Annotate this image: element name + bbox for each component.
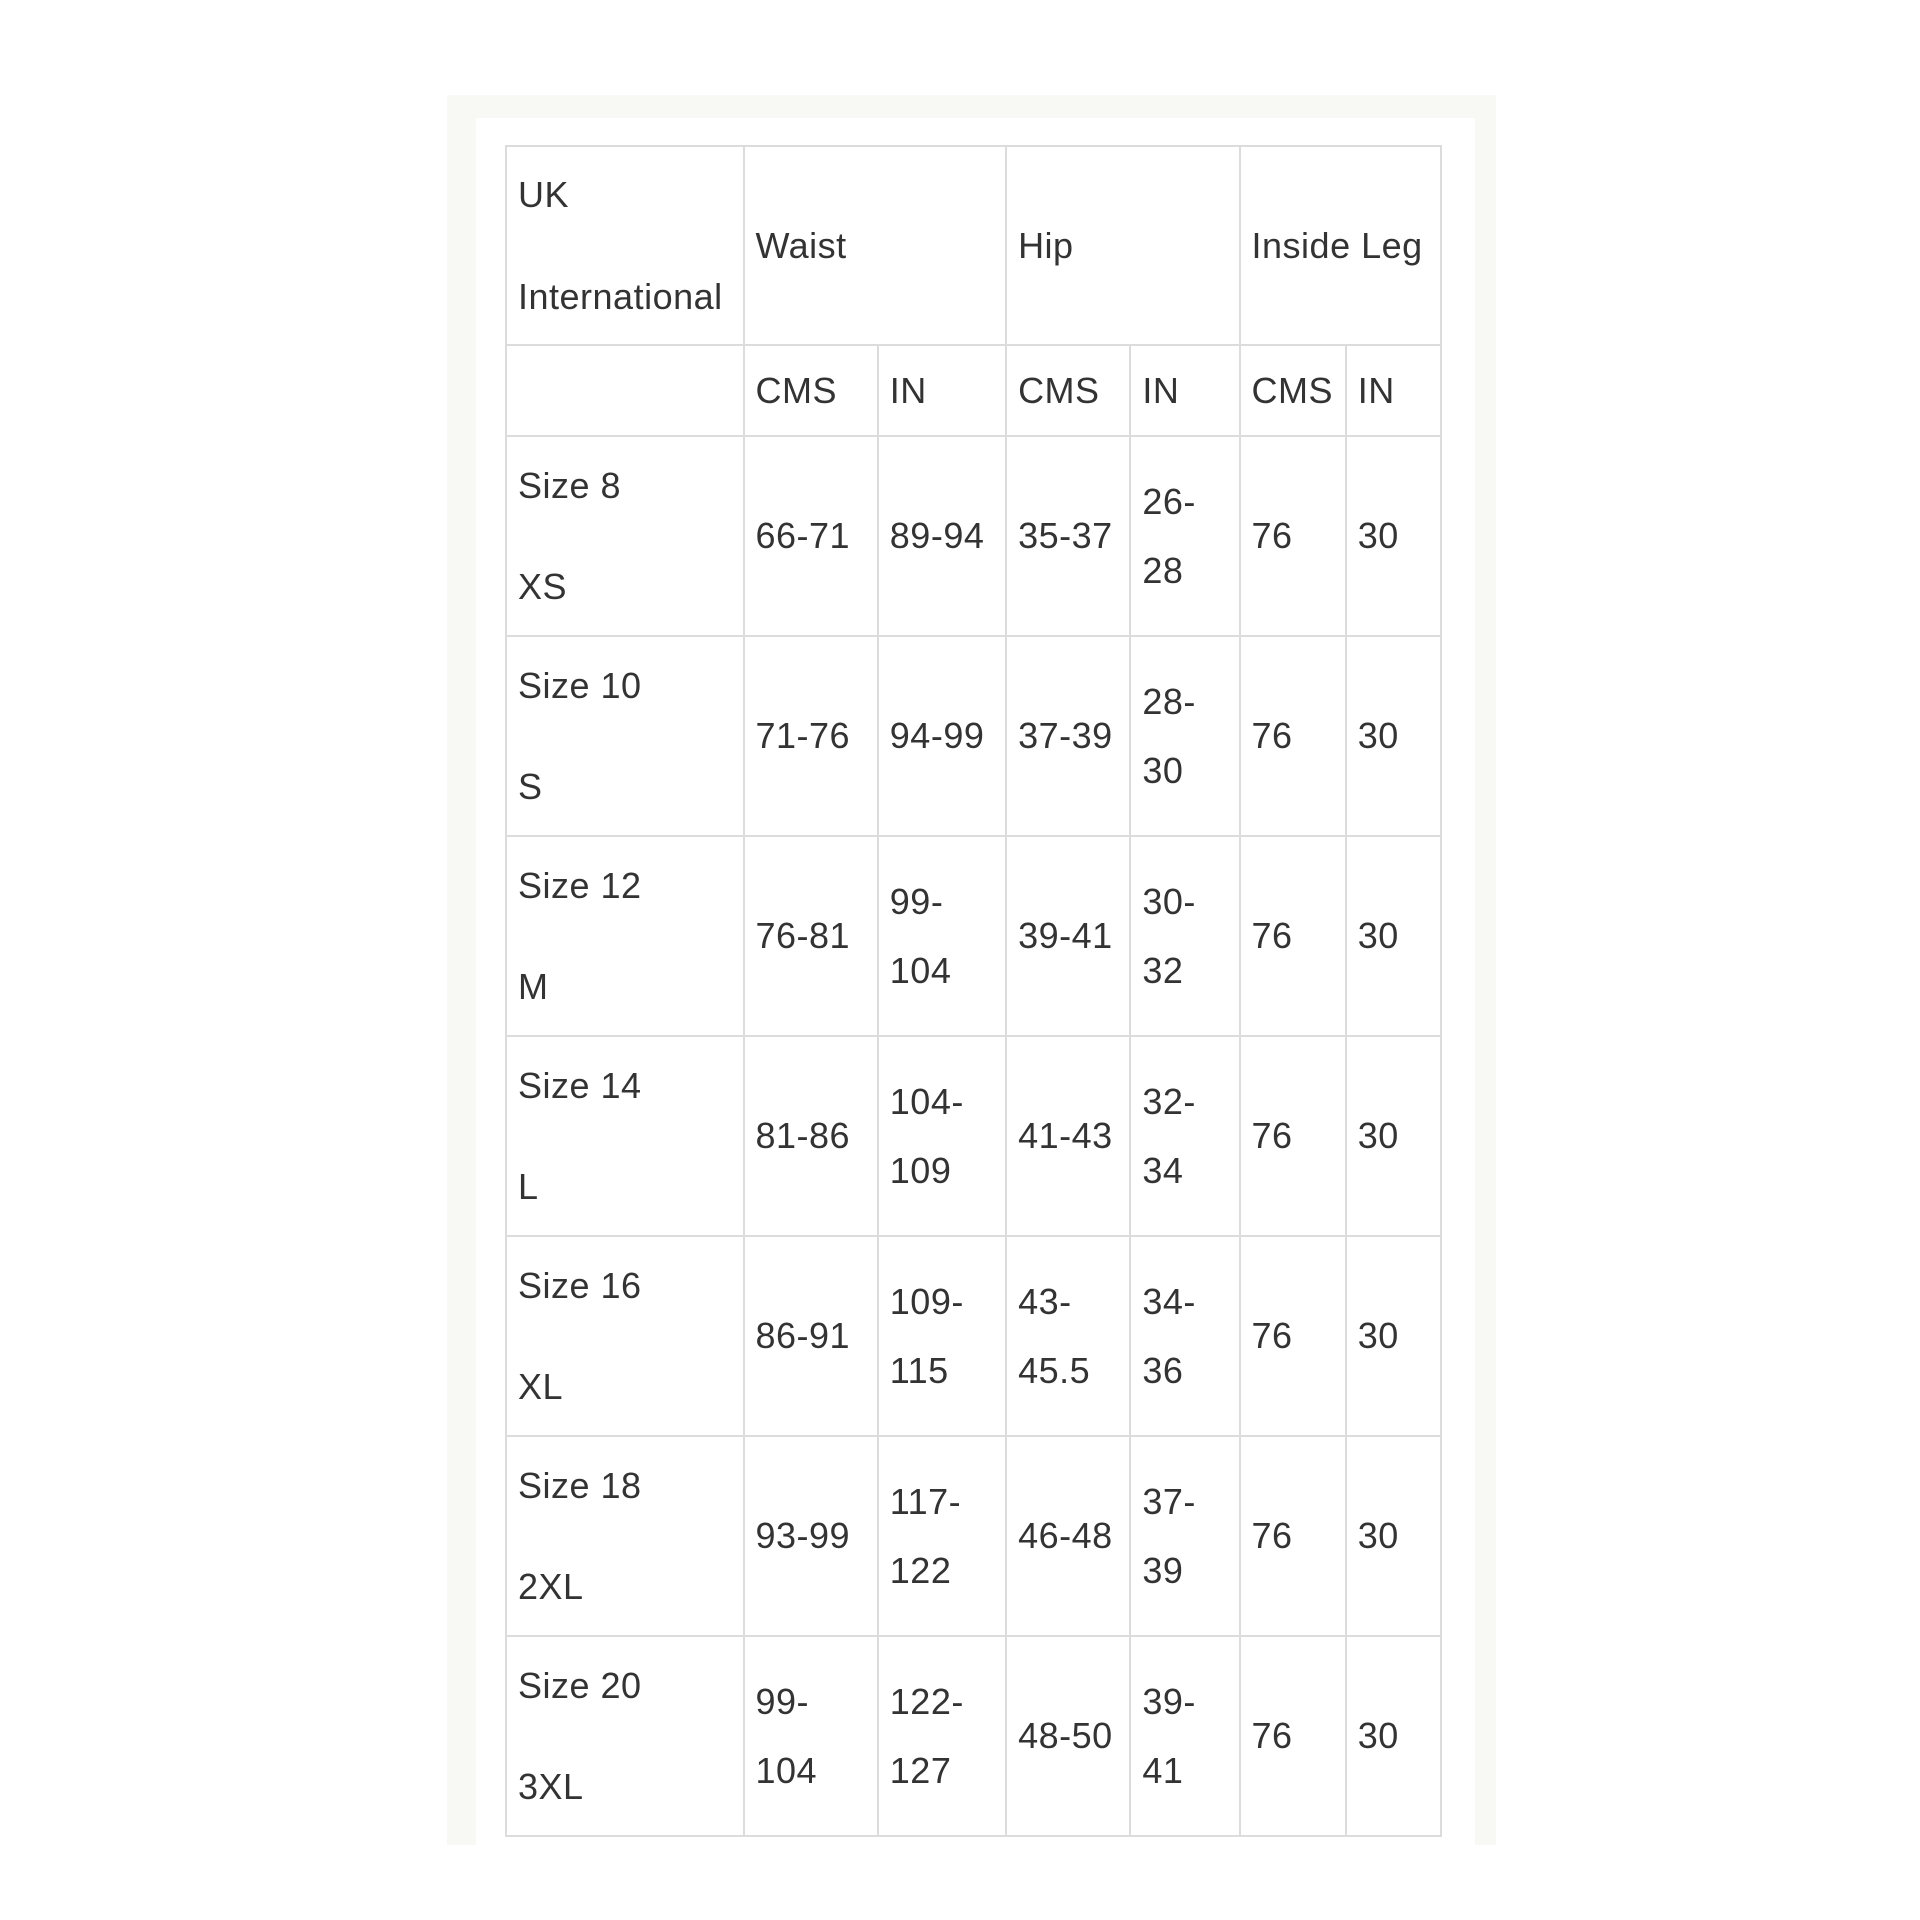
uk-size: Size 14 (518, 1064, 642, 1106)
waist-in-cell: 94-99 (878, 636, 1006, 836)
hip-in-unit: IN (1130, 345, 1239, 436)
leg-cms-cell: 76 (1240, 436, 1346, 636)
waist-in-cell: 122-127 (878, 1636, 1006, 1836)
leg-cms-cell: 76 (1240, 1236, 1346, 1436)
uk-size: Size 12 (518, 864, 642, 906)
empty-unit-cell (506, 345, 744, 436)
header-row (506, 146, 1441, 345)
hip-in-cell: 30-32 (1130, 836, 1239, 1036)
hip-in-cell: 37-39 (1130, 1436, 1239, 1636)
hip-cms-cell: 46-48 (1006, 1436, 1130, 1636)
international-size: L (518, 1166, 539, 1208)
uk-size: Size 8 (518, 464, 622, 506)
size-cell (506, 1436, 744, 1636)
table-row (506, 1636, 1441, 1836)
waist-header: Waist (744, 146, 1007, 345)
hip-in-cell: 32-34 (1130, 1036, 1239, 1236)
hip-cms-cell: 43-45.5 (1006, 1236, 1130, 1436)
table-row (506, 1236, 1441, 1436)
waist-cms-cell: 99-104 (744, 1636, 878, 1836)
leg-in-cell: 30 (1346, 1036, 1441, 1236)
waist-cms-cell: 81-86 (744, 1036, 878, 1236)
unit-row (506, 345, 1441, 436)
leg-cms-cell: 76 (1240, 636, 1346, 836)
hip-cms-cell: 48-50 (1006, 1636, 1130, 1836)
waist-in-cell: 99-104 (878, 836, 1006, 1036)
leg-cms-cell: 76 (1240, 1036, 1346, 1236)
hip-cms-cell: 35-37 (1006, 436, 1130, 636)
hip-cms-unit: CMS (1006, 345, 1130, 436)
leg-cms-cell: 76 (1240, 836, 1346, 1036)
uk-label: UK (518, 174, 570, 216)
hip-header: Hip (1006, 146, 1239, 345)
inside-leg-header: Inside Leg (1240, 146, 1441, 345)
leg-in-unit: IN (1346, 345, 1441, 436)
waist-in-cell: 109-115 (878, 1236, 1006, 1436)
size-cell (506, 1036, 744, 1236)
table-row (506, 636, 1441, 836)
hip-cms-cell: 39-41 (1006, 836, 1130, 1036)
size-cell (506, 836, 744, 1036)
size-cell (506, 1236, 744, 1436)
uk-size: Size 18 (518, 1464, 642, 1506)
international-label: International (518, 275, 723, 317)
table-row (506, 836, 1441, 1036)
international-size: S (518, 766, 543, 808)
international-size: XL (518, 1366, 564, 1408)
waist-in-cell: 104-109 (878, 1036, 1006, 1236)
uk-size: Size 16 (518, 1264, 642, 1306)
hip-in-cell: 26-28 (1130, 436, 1239, 636)
waist-cms-unit: CMS (744, 345, 878, 436)
hip-in-cell: 39-41 (1130, 1636, 1239, 1836)
international-size: M (518, 966, 549, 1008)
leg-cms-cell: 76 (1240, 1636, 1346, 1836)
leg-cms-unit: CMS (1240, 345, 1346, 436)
size-cell (506, 436, 744, 636)
hip-in-cell: 34-36 (1130, 1236, 1239, 1436)
hip-cms-cell: 41-43 (1006, 1036, 1130, 1236)
leg-in-cell: 30 (1346, 1436, 1441, 1636)
size-rows (506, 436, 1441, 1836)
leg-in-cell: 30 (1346, 636, 1441, 836)
leg-cms-cell: 76 (1240, 1436, 1346, 1636)
table-row (506, 436, 1441, 636)
waist-cms-cell: 93-99 (744, 1436, 878, 1636)
international-size: 2XL (518, 1566, 584, 1608)
waist-cms-cell: 86-91 (744, 1236, 878, 1436)
waist-in-cell: 117-122 (878, 1436, 1006, 1636)
size-cell (506, 636, 744, 836)
size-cell (506, 1636, 744, 1836)
leg-in-cell: 30 (1346, 1636, 1441, 1836)
waist-cms-cell: 71-76 (744, 636, 878, 836)
table-row (506, 1436, 1441, 1636)
uk-size: Size 20 (518, 1664, 642, 1706)
size-chart-table (505, 145, 1442, 1837)
waist-in-unit: IN (878, 345, 1006, 436)
leg-in-cell: 30 (1346, 436, 1441, 636)
leg-in-cell: 30 (1346, 1236, 1441, 1436)
hip-in-cell: 28-30 (1130, 636, 1239, 836)
waist-in-cell: 89-94 (878, 436, 1006, 636)
uk-size: Size 10 (518, 664, 642, 706)
size-label-header (506, 146, 744, 345)
table-row (506, 1036, 1441, 1236)
hip-cms-cell: 37-39 (1006, 636, 1130, 836)
waist-cms-cell: 76-81 (744, 836, 878, 1036)
international-size: XS (518, 566, 568, 608)
leg-in-cell: 30 (1346, 836, 1441, 1036)
international-size: 3XL (518, 1766, 584, 1808)
waist-cms-cell: 66-71 (744, 436, 878, 636)
